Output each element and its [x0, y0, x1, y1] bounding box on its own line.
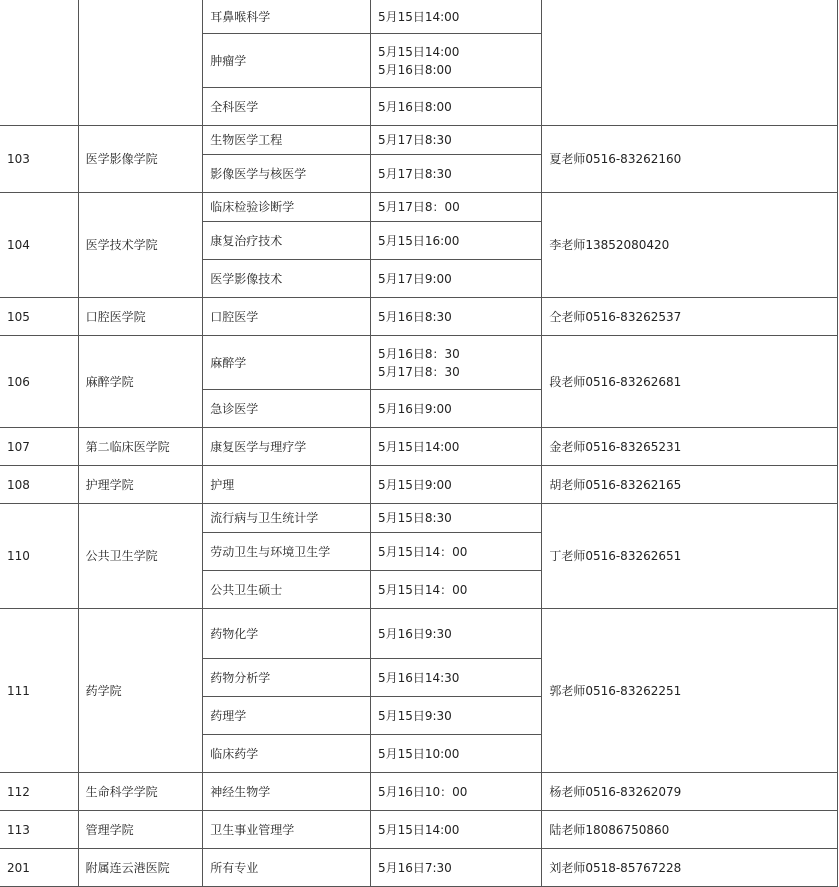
table-row	[0, 126, 838, 155]
major-cell: 临床检验诊断学	[203, 193, 371, 222]
time-cell	[370, 260, 541, 298]
exam-time: 5月16日7:30	[377, 860, 452, 875]
major-cell: 康复治疗技术	[203, 222, 371, 260]
exam-time: 5月17日8:30	[377, 166, 452, 181]
time-cell	[370, 697, 541, 735]
major-cell: 生物医学工程	[203, 126, 371, 155]
exam-time: 5月15日9:30	[377, 708, 452, 723]
time-cell	[370, 504, 541, 533]
code-cell: 104	[0, 193, 78, 298]
college-cell	[78, 0, 203, 126]
code-cell: 113	[0, 811, 78, 849]
time-cell	[370, 735, 541, 773]
exam-time: 5月16日9:00	[377, 401, 452, 416]
exam-time: 5月16日8：30	[377, 346, 460, 361]
college-cell: 医学影像学院	[78, 126, 203, 193]
contact-cell: 郭老师0516-83262251	[542, 609, 838, 773]
exam-time: 5月15日14：00	[377, 582, 468, 597]
college-cell: 麻醉学院	[78, 336, 203, 428]
major-cell: 全科医学	[203, 88, 371, 126]
exam-time: 5月17日8:30	[377, 133, 452, 147]
major-cell: 卫生事业管理学	[203, 811, 371, 849]
contact-cell: 陆老师18086750860	[542, 811, 838, 849]
code-cell	[0, 0, 78, 126]
contact-cell: 杨老师0516-83262079	[542, 773, 838, 811]
code-cell: 201	[0, 849, 78, 887]
exam-time: 5月15日14：00	[377, 544, 468, 559]
exam-time: 5月15日9:00	[377, 477, 452, 492]
major-cell: 神经生物学	[203, 773, 371, 811]
table-row	[0, 0, 838, 34]
time-cell	[370, 222, 541, 260]
table-row	[0, 609, 838, 659]
major-cell: 临床药学	[203, 735, 371, 773]
major-cell: 康复医学与理疗学	[203, 428, 371, 466]
college-cell: 护理学院	[78, 466, 203, 504]
time-cell	[370, 0, 541, 34]
exam-time: 5月16日8:00	[377, 62, 452, 77]
contact-cell: 夏老师0516-83262160	[542, 126, 838, 193]
college-cell: 医学技术学院	[78, 193, 203, 298]
college-cell: 第二临床医学院	[78, 428, 203, 466]
time-cell	[370, 659, 541, 697]
exam-time: 5月16日14:30	[377, 670, 460, 685]
exam-time: 5月15日14:00	[377, 9, 460, 24]
major-cell: 影像医学与核医学	[203, 155, 371, 193]
exam-time: 5月15日16:00	[377, 233, 460, 248]
exam-time: 5月17日8：00	[377, 200, 460, 214]
time-cell	[370, 533, 541, 571]
time-cell	[370, 466, 541, 504]
major-cell: 公共卫生硕士	[203, 571, 371, 609]
table-row	[0, 811, 838, 849]
contact-cell: 李老师13852080420	[542, 193, 838, 298]
time-cell	[370, 428, 541, 466]
major-cell: 耳鼻喉科学	[203, 0, 371, 34]
exam-time: 5月17日9:00	[377, 271, 452, 286]
major-cell: 医学影像技术	[203, 260, 371, 298]
table-row	[0, 504, 838, 533]
time-cell	[370, 193, 541, 222]
table-row	[0, 193, 838, 222]
code-cell: 105	[0, 298, 78, 336]
code-cell: 106	[0, 336, 78, 428]
college-cell: 口腔医学院	[78, 298, 203, 336]
table-row	[0, 428, 838, 466]
contact-cell: 段老师0516-83262681	[542, 336, 838, 428]
table-row	[0, 336, 838, 390]
time-cell	[370, 390, 541, 428]
contact-cell: 刘老师0518-85767228	[542, 849, 838, 887]
major-cell: 所有专业	[203, 849, 371, 887]
code-cell: 103	[0, 126, 78, 193]
college-cell: 公共卫生学院	[78, 504, 203, 609]
time-cell	[370, 126, 541, 155]
major-cell: 麻醉学	[203, 336, 371, 390]
contact-cell: 金老师0516-83265231	[542, 428, 838, 466]
time-cell	[370, 849, 541, 887]
time-cell	[370, 811, 541, 849]
college-cell: 生命科学学院	[78, 773, 203, 811]
time-cell	[370, 336, 541, 390]
major-cell: 急诊医学	[203, 390, 371, 428]
time-cell	[370, 34, 541, 88]
exam-time: 5月15日14:00	[377, 822, 460, 837]
code-cell: 112	[0, 773, 78, 811]
contact-cell: 丁老师0516-83262651	[542, 504, 838, 609]
college-cell: 附属连云港医院	[78, 849, 203, 887]
time-cell	[370, 609, 541, 659]
time-cell	[370, 88, 541, 126]
major-cell: 流行病与卫生统计学	[203, 504, 371, 533]
code-cell: 111	[0, 609, 78, 773]
contact-cell: 胡老师0516-83262165	[542, 466, 838, 504]
major-cell: 药物化学	[203, 609, 371, 659]
exam-time: 5月15日14:00	[377, 439, 460, 454]
table-row	[0, 773, 838, 811]
exam-time: 5月17日8：30	[377, 364, 460, 379]
contact-cell	[542, 0, 838, 126]
contact-cell: 仝老师0516-83262537	[542, 298, 838, 336]
major-cell: 药物分析学	[203, 659, 371, 697]
time-cell	[370, 773, 541, 811]
time-cell	[370, 298, 541, 336]
table-row	[0, 298, 838, 336]
table-row	[0, 466, 838, 504]
table-row	[0, 849, 838, 887]
code-cell: 108	[0, 466, 78, 504]
time-cell	[370, 155, 541, 193]
time-cell	[370, 571, 541, 609]
major-cell: 肿瘤学	[203, 34, 371, 88]
college-cell: 管理学院	[78, 811, 203, 849]
code-cell: 107	[0, 428, 78, 466]
exam-time: 5月16日10：00	[377, 784, 468, 799]
major-cell: 口腔医学	[203, 298, 371, 336]
major-cell: 护理	[203, 466, 371, 504]
exam-time: 5月15日10:00	[377, 746, 460, 761]
exam-time: 5月15日8:30	[377, 511, 452, 525]
exam-time: 5月15日14:00	[377, 44, 460, 59]
college-cell: 药学院	[78, 609, 203, 773]
exam-time: 5月16日8:00	[377, 99, 452, 114]
code-cell: 110	[0, 504, 78, 609]
exam-time: 5月16日8:30	[377, 309, 452, 324]
major-cell: 劳动卫生与环境卫生学	[203, 533, 371, 571]
exam-time: 5月16日9:30	[377, 626, 452, 641]
major-cell: 药理学	[203, 697, 371, 735]
